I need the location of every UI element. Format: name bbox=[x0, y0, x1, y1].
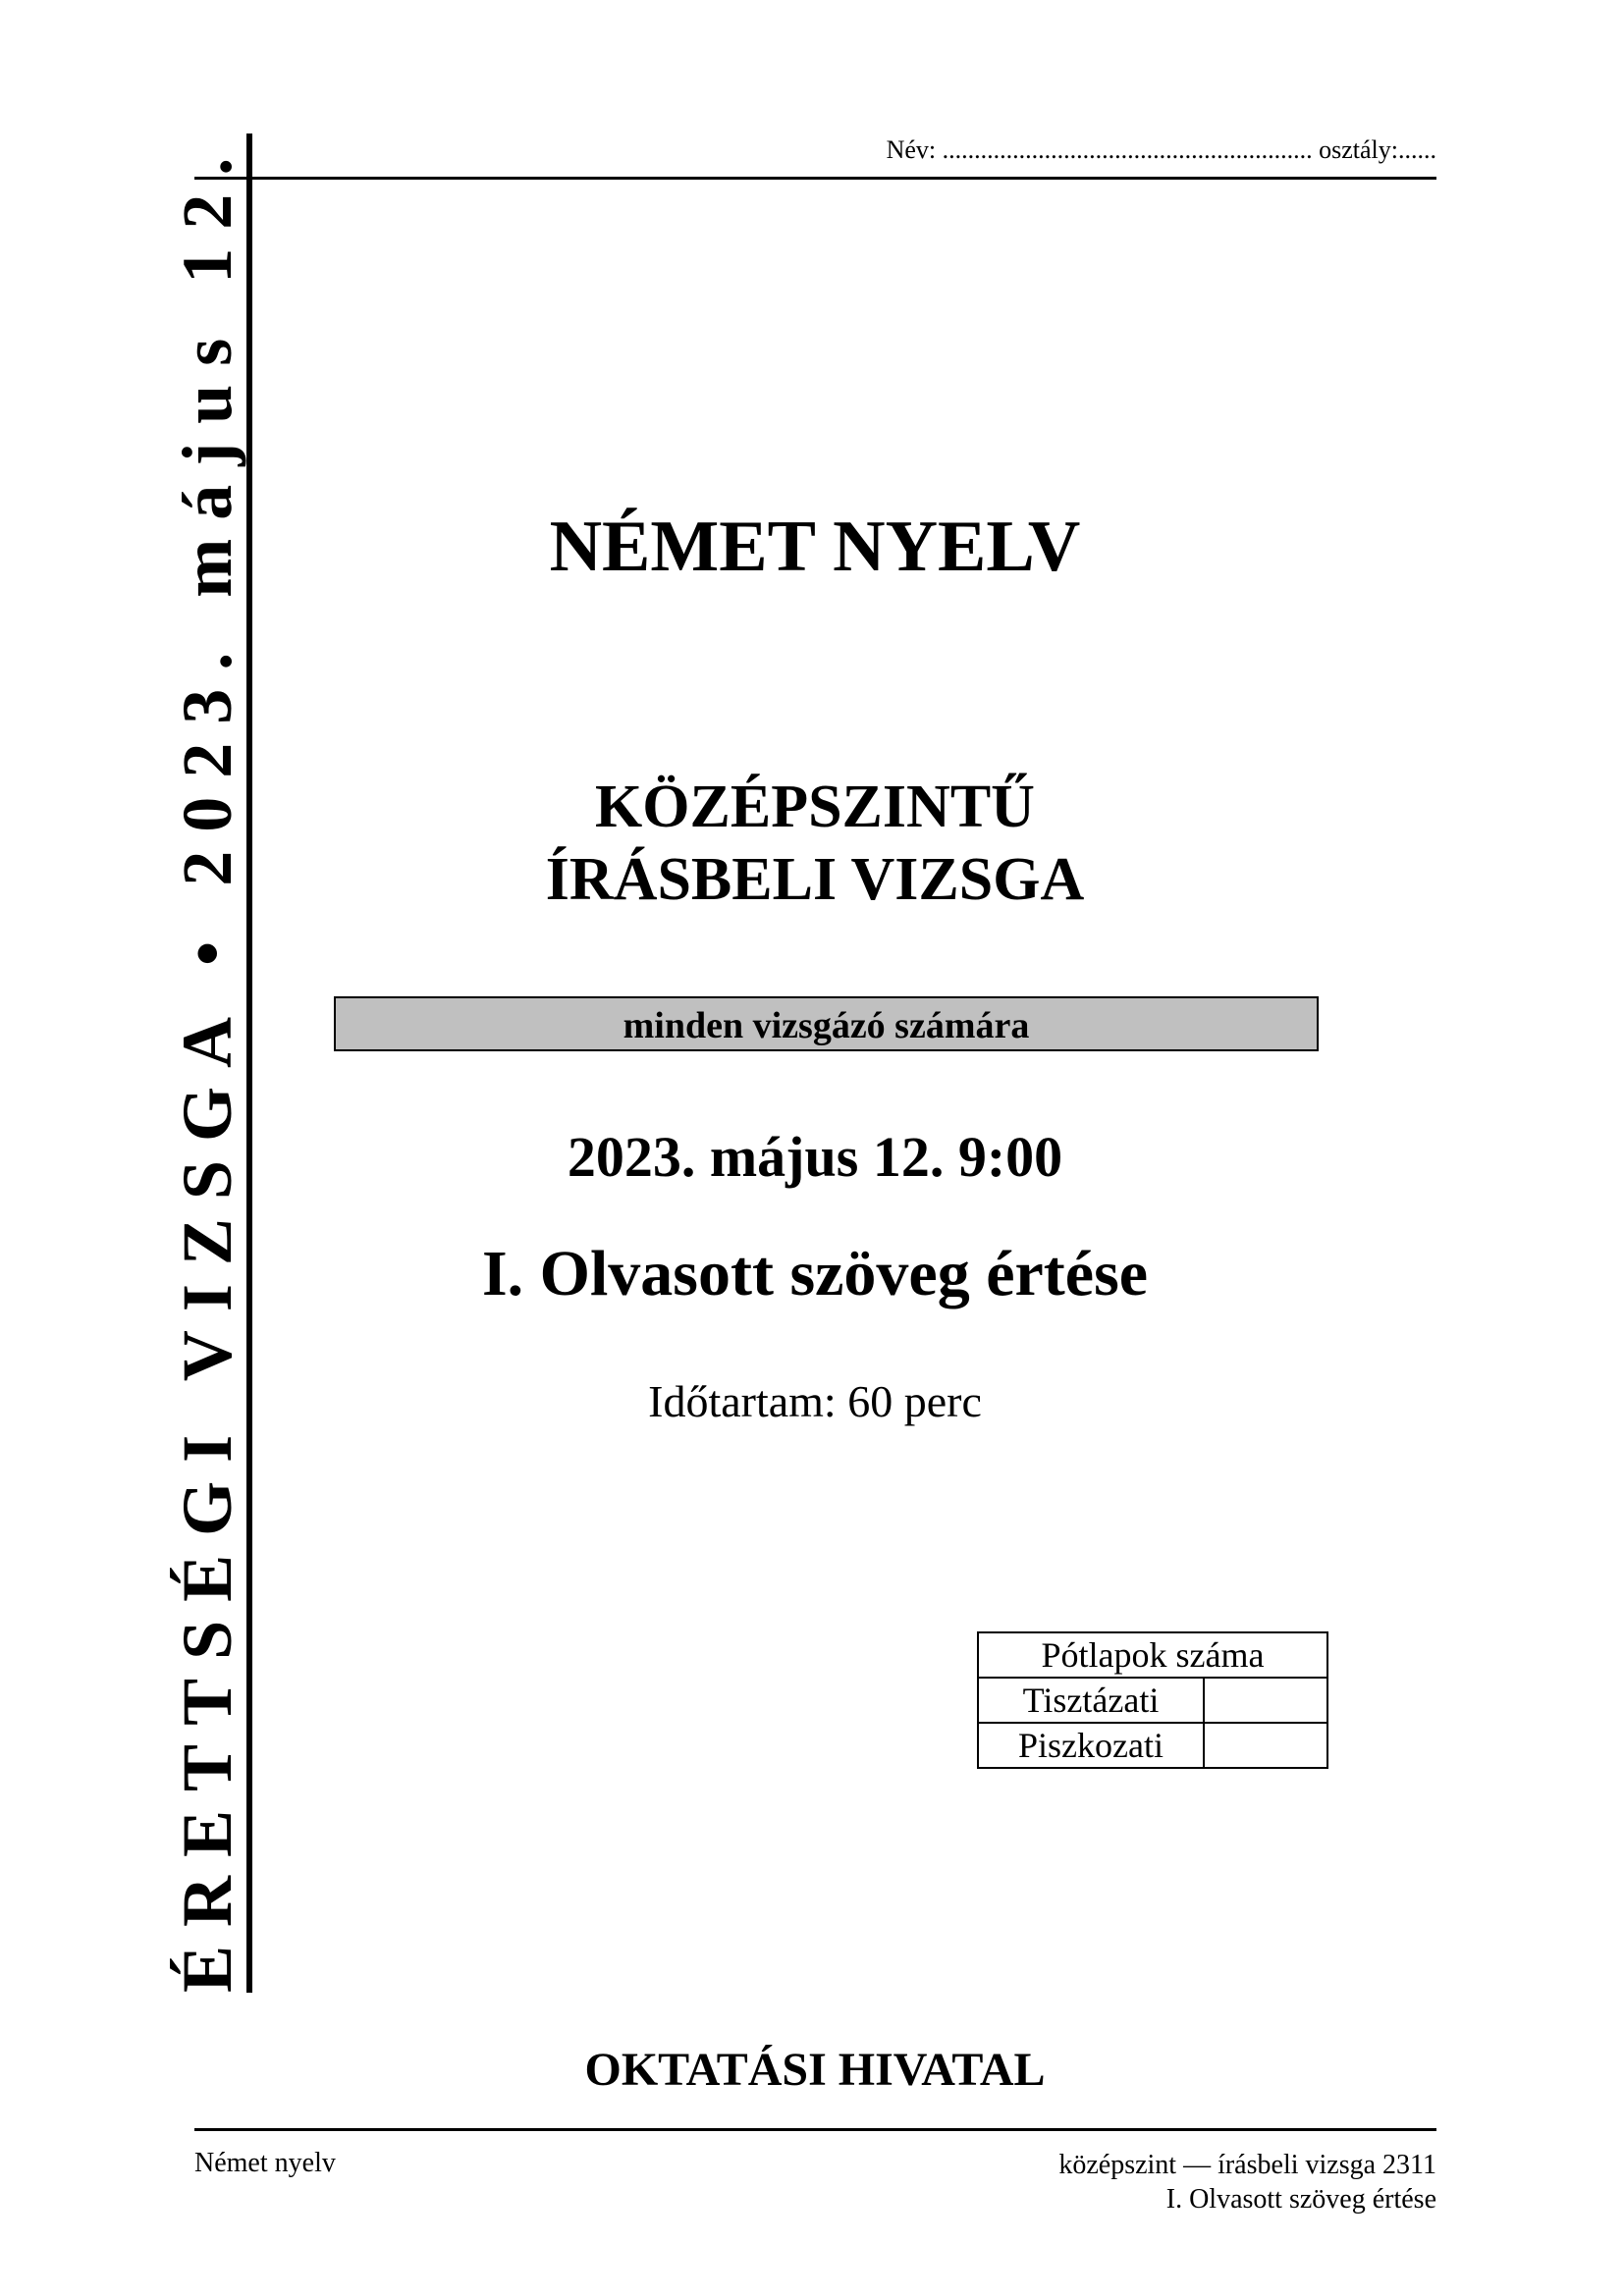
exam-duration: Időtartam: 60 perc bbox=[648, 1376, 982, 1426]
side-banner-exam-label: ÉRETTSÉGI VIZSGA bbox=[168, 1002, 246, 1993]
draft-label: Piszkozati bbox=[978, 1723, 1204, 1768]
extra-sheets-table bbox=[977, 1631, 1328, 1769]
footer-section: I. Olvasott szöveg értése bbox=[1165, 2184, 1436, 2215]
draft-count-field[interactable] bbox=[1204, 1723, 1327, 1768]
side-banner-date: 2023. május 12. bbox=[168, 138, 246, 886]
footer-exam-code: középszint — írásbeli vizsga 2311 bbox=[1058, 2150, 1436, 2180]
exam-level-line-1: KÖZÉPSZINTŰ bbox=[595, 774, 1035, 840]
footer-exam-info bbox=[1058, 2148, 1436, 2216]
side-banner-separator: • bbox=[168, 922, 246, 966]
footer-subject: Német nyelv bbox=[194, 2148, 336, 2178]
table-row bbox=[978, 1723, 1327, 1768]
clean-copy-label: Tisztázati bbox=[978, 1678, 1204, 1723]
clean-copy-count-field[interactable] bbox=[1204, 1678, 1327, 1723]
subject-title: NÉMET NYELV bbox=[549, 507, 1081, 587]
header-divider bbox=[194, 177, 1436, 180]
section-title: I. Olvasott szöveg értése bbox=[481, 1238, 1149, 1309]
exam-level-line-2: ÍRÁSBELI VIZSGA bbox=[545, 846, 1085, 914]
footer-divider bbox=[194, 2128, 1436, 2131]
table-row bbox=[978, 1678, 1327, 1723]
side-banner-text bbox=[168, 133, 252, 1993]
publisher-name: OKTATÁSI HIVATAL bbox=[584, 2044, 1046, 2096]
extra-sheets-header: Pótlapok száma bbox=[978, 1632, 1327, 1678]
exam-level-title bbox=[324, 771, 1306, 917]
name-class-field: Név: .......................................................... osztály:...... bbox=[886, 135, 1436, 164]
exam-datetime: 2023. május 12. 9:00 bbox=[567, 1125, 1063, 1189]
side-banner bbox=[168, 138, 270, 1993]
audience-banner: minden vizsgázó számára bbox=[334, 996, 1319, 1051]
